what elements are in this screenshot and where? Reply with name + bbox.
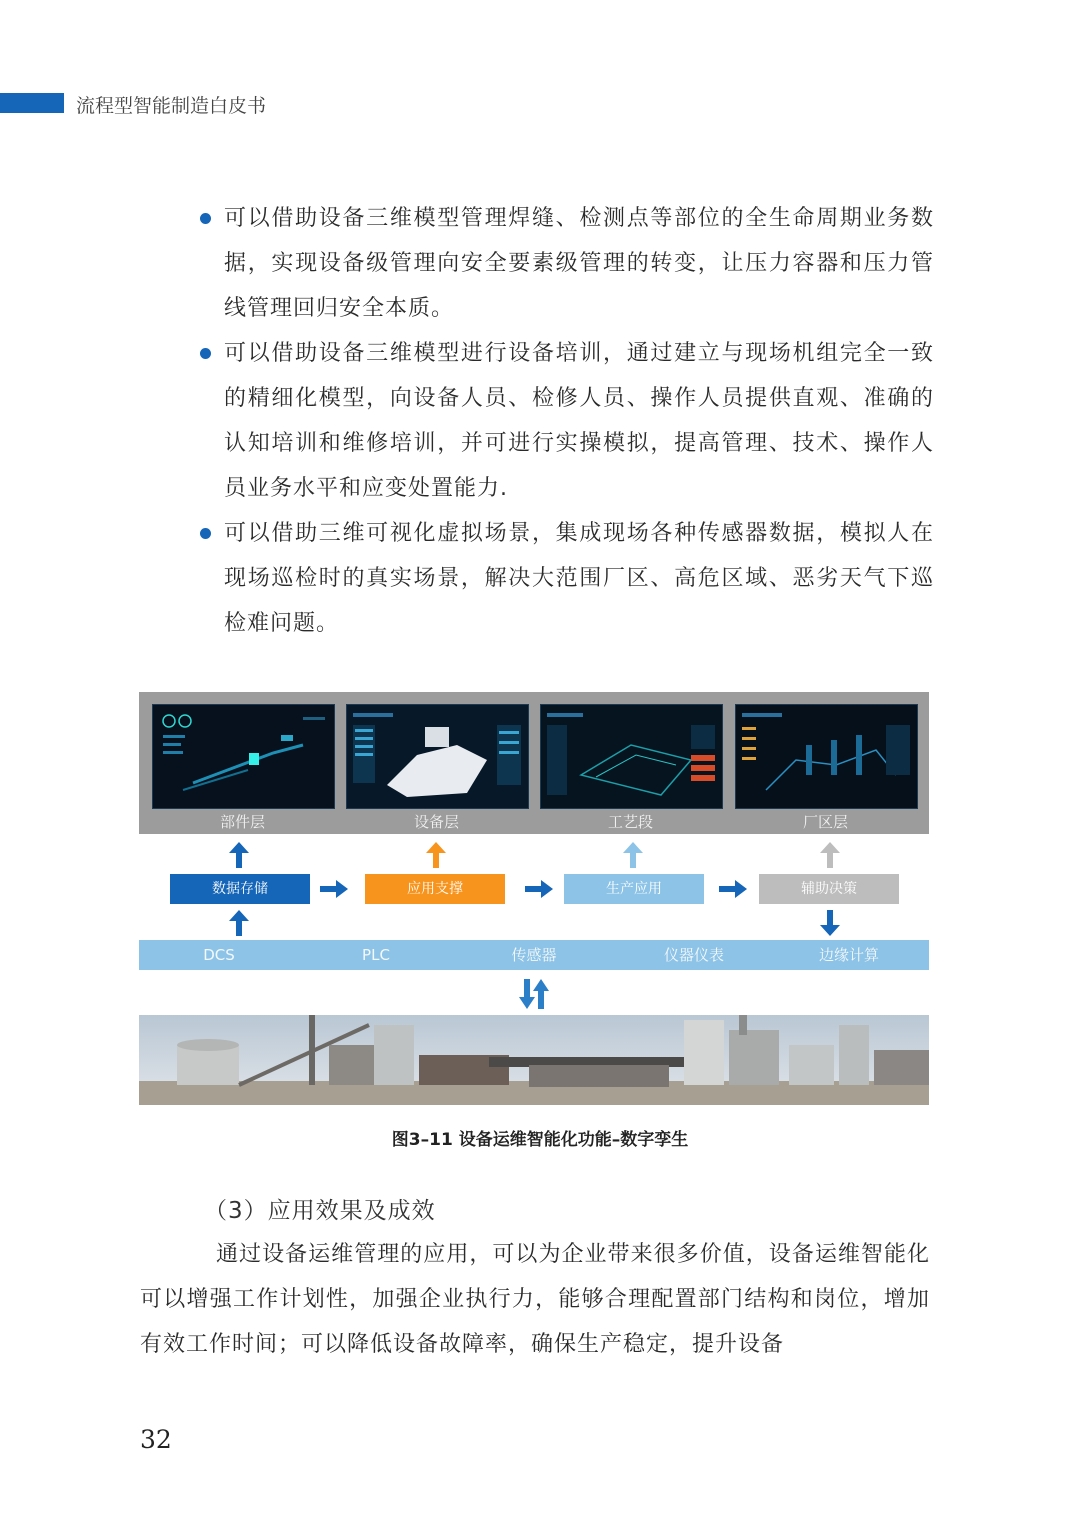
screen-label: 厂区层 — [802, 813, 848, 831]
component-view-screenshot — [152, 704, 335, 809]
source-plc: PLC — [362, 946, 390, 964]
bullet-text: 可以借助设备三维模型进行设备培训，通过建立与现场机组完全一致的精细化模型，向设备人员、检修人员、操作人员提供直观、准确的认知培训和维修培训，并可进行实操模拟，提高管理、技术、操作人员业务水平和应变处置能力. — [224, 341, 934, 501]
screen-label: 设备层 — [413, 813, 459, 831]
flow-box-application-support: 应用支撑 — [365, 874, 505, 904]
factory-site-photo — [139, 1015, 929, 1105]
bullet-dot-icon — [200, 348, 211, 359]
bidirectional-arrow-icon — [518, 979, 550, 1009]
bullet-item — [196, 511, 934, 646]
flow-box-decision-support: 辅助决策 — [759, 874, 899, 904]
section-heading: （3）应用效果及成效 — [204, 1198, 436, 1224]
page-number: 32 — [140, 1425, 172, 1454]
process-view-screenshot — [540, 704, 723, 809]
header-accent-bar — [0, 93, 64, 113]
equipment-view-screenshot — [346, 704, 529, 809]
flow-box-data-storage: 数据存储 — [170, 874, 310, 904]
digital-twin-figure — [139, 692, 929, 1105]
bullet-text: 可以借助三维可视化虚拟场景，集成现场各种传感器数据，模拟人在现场巡检时的真实场景，解决大范围厂区、高危区域、恶劣天气下巡检难问题。 — [224, 521, 934, 636]
bullet-item — [196, 196, 934, 331]
bullet-list — [196, 196, 934, 646]
flow-box-production-application: 生产应用 — [564, 874, 704, 904]
arrow-right-icon — [719, 878, 747, 900]
arrow-up-icon — [819, 842, 841, 868]
arrow-up-icon — [228, 910, 250, 936]
screen-label: 工艺段 — [607, 813, 653, 831]
bullet-dot-icon — [200, 213, 211, 224]
source-instrument: 仪器仪表 — [663, 946, 724, 964]
bullet-dot-icon — [200, 528, 211, 539]
bullet-text: 可以借助设备三维模型管理焊缝、检测点等部位的全生命周期业务数据，实现设备级管理向安全要素级管理的转变，让压力容器和压力管线管理回归安全本质。 — [224, 206, 934, 321]
source-sensor: 传感器 — [511, 946, 557, 964]
arrow-right-icon — [320, 878, 348, 900]
arrow-up-icon — [622, 842, 644, 868]
data-source-bar — [139, 940, 929, 970]
running-header-title: 流程型智能制造白皮书 — [76, 95, 267, 117]
arrow-right-icon — [525, 878, 553, 900]
body-paragraph: 通过设备运维管理的应用，可以为企业带来很多价值，设备运维智能化可以增强工作计划性，加强企业执行力，能够合理配置部门结构和岗位，增加有效工作时间；可以降低设备故障率，确保生产稳定，提升设备 — [140, 1242, 930, 1357]
arrow-down-icon — [819, 910, 841, 936]
screen-label: 部件层 — [219, 813, 265, 831]
arrow-up-icon — [228, 842, 250, 868]
source-edge-computing: 边缘计算 — [818, 946, 879, 964]
plant-view-screenshot — [735, 704, 918, 809]
figure-caption: 图3–11 设备运维智能化功能–数字孪生 — [391, 1130, 689, 1150]
source-dcs: DCS — [203, 946, 235, 964]
bullet-item — [196, 331, 934, 511]
arrow-up-icon — [425, 842, 447, 868]
